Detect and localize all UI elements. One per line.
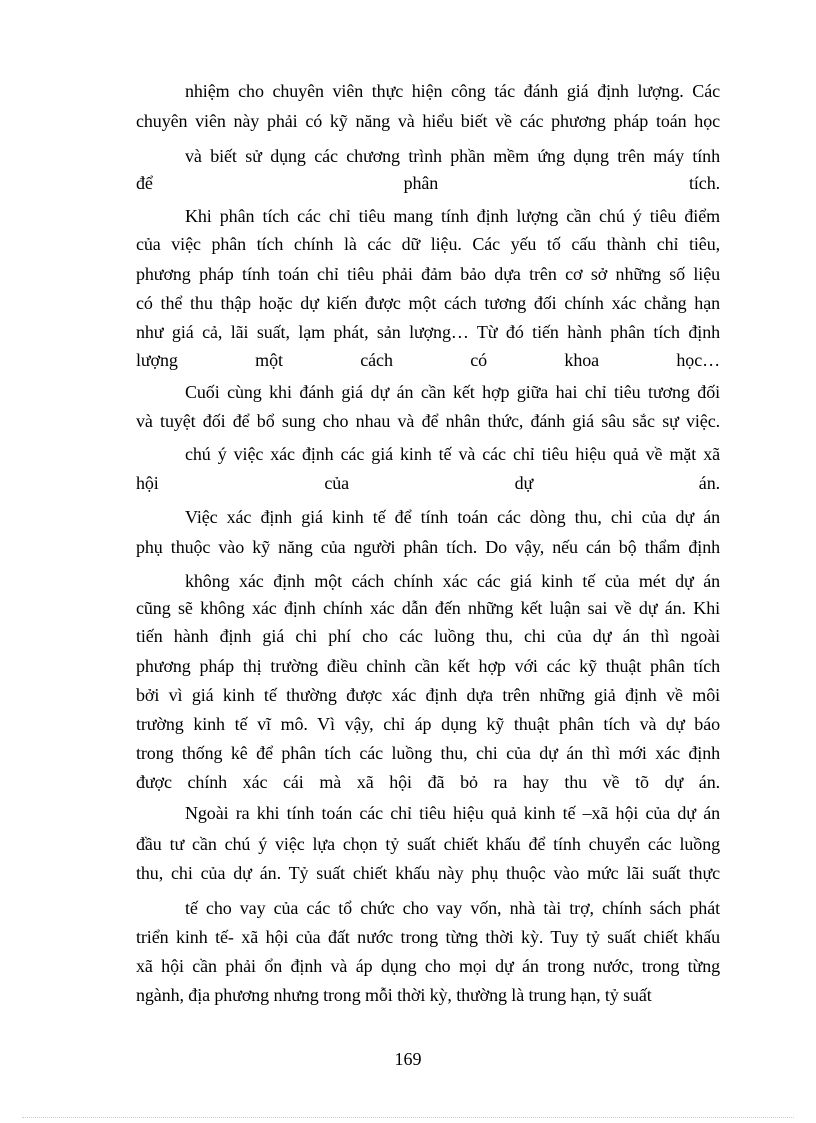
- text-line: trường kinh tế vĩ mô. Vì vậy, chỉ áp dụng kỹ thuật phân tích và dự báo: [136, 714, 720, 734]
- page-edge-divider: [22, 1117, 794, 1118]
- text-line: Cuối cùng khi đánh giá dự án cần kết hợp giữa hai chỉ tiêu tương đối: [185, 382, 720, 402]
- text-line: ngành, địa phương nhưng trong mỗi thời kỳ, thường là trung hạn, tỷ suất: [136, 985, 652, 1005]
- text-line: chú ý việc xác định các giá kinh tế và các chỉ tiêu hiệu quả về mặt xã: [185, 444, 720, 464]
- text-line: và biết sử dụng các chương trình phần mềm ứng dụng trên máy tính: [185, 146, 720, 166]
- text-line: không xác định một cách chính xác các giá kinh tế của mét dự án: [185, 571, 720, 591]
- text-line: Việc xác định giá kinh tế để tính toán các dòng thu, chi của dự án: [185, 507, 720, 527]
- text-line: phương pháp thị trường điều chỉnh cần kết hợp với các kỹ thuật phân tích: [136, 656, 720, 676]
- text-line: xã hội cần phải ổn định và áp dụng cho mọi dự án trong nước, trong từng: [136, 956, 720, 976]
- text-line: cũng sẽ không xác định chính xác dẫn đến những kết luận sai về dự án. Khi: [136, 598, 720, 618]
- text-line: để phân tích.: [136, 173, 720, 193]
- text-line: nhiệm cho chuyên viên thực hiện công tác đánh giá định lượng. Các: [185, 81, 720, 101]
- text-line: phương pháp tính toán chỉ tiêu phải đảm bảo dựa trên cơ sở những số liệu: [136, 264, 720, 284]
- text-line: Khi phân tích các chỉ tiêu mang tính định lượng cần chú ý tiêu điểm: [185, 206, 720, 226]
- text-line: đầu tư cần chú ý việc lựa chọn tỷ suất chiết khấu để tính chuyển các luồng: [136, 834, 720, 854]
- text-line: tiến hành định giá chi phí cho các luồng thu, chi của dự án thì ngoài: [136, 626, 720, 646]
- text-line: có thể thu thập hoặc dự kiến được một cách tương đối chính xác chẳng hạn: [136, 293, 720, 313]
- text-line: như giá cả, lãi suất, lạm phát, sản lượng… Từ đó tiến hành phân tích định: [136, 322, 720, 342]
- page-number: 169: [394, 1049, 422, 1069]
- text-line: được chính xác cái mà xã hội đã bỏ ra hay thu về tõ dự án.: [136, 772, 720, 792]
- text-line: triển kinh tế- xã hội của đất nước trong từng thời kỳ. Tuy tỷ suất chiết khấu: [136, 927, 720, 947]
- text-line: của việc phân tích chính là các dữ liệu. Các yếu tố cấu thành chỉ tiêu,: [136, 234, 720, 254]
- text-line: trong thống kê để phân tích các luồng thu, chi của dự án thì mới xác định: [136, 743, 720, 763]
- text-line: lượng một cách có khoa học…: [136, 350, 720, 370]
- text-line: hội của dự án.: [136, 473, 720, 493]
- text-line: bởi vì giá kinh tế thường được xác định dựa trên những giả định về môi: [136, 685, 720, 705]
- text-line: và tuyệt đối để bổ sung cho nhau và để nhân thức, đánh giá sâu sắc sự việc.: [136, 411, 720, 431]
- text-line: thu, chi của dự án. Tỷ suất chiết khấu này phụ thuộc vào mức lãi suất thực: [136, 863, 720, 883]
- text-line: chuyên viên này phải có kỹ năng và hiểu biết về các phương pháp toán học: [136, 111, 720, 131]
- text-line: tế cho vay của các tổ chức cho vay vốn, nhà tài trợ, chính sách phát: [185, 898, 720, 918]
- text-line: phụ thuộc vào kỹ năng của người phân tích. Do vậy, nếu cán bộ thẩm định: [136, 537, 720, 557]
- text-line: Ngoài ra khi tính toán các chỉ tiêu hiệu quả kinh tế –xã hội của dự án: [185, 803, 720, 823]
